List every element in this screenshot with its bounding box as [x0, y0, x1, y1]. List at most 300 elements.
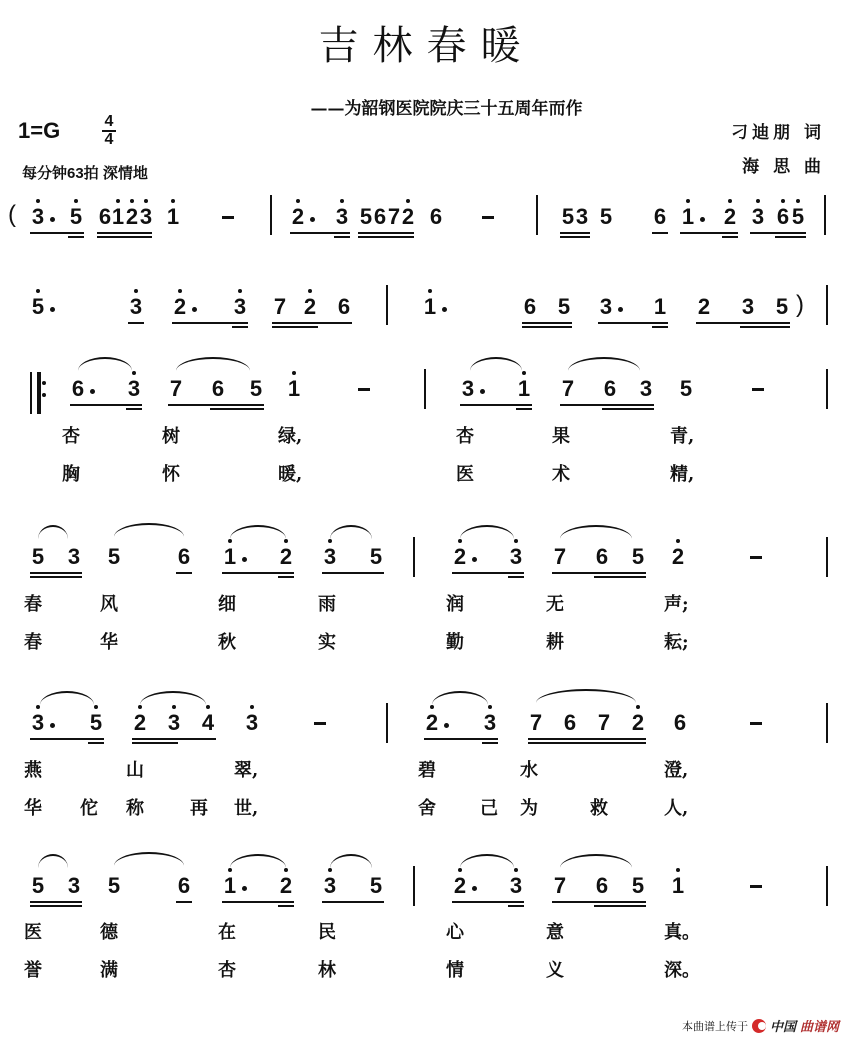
note: 6	[98, 204, 112, 229]
song-title: 吉林春暖	[318, 23, 535, 69]
underline-beam	[722, 236, 738, 238]
sustain-dash	[314, 722, 326, 725]
underline-beam	[460, 404, 532, 406]
lyric-syllable: 医	[24, 922, 42, 943]
note: 3	[30, 205, 46, 229]
high-octave-dot	[144, 199, 148, 203]
underline-beam	[88, 742, 104, 744]
note: 3	[482, 711, 498, 735]
note: 3	[750, 205, 766, 229]
lyric-syllable: 声;	[664, 594, 689, 615]
high-octave-dot	[756, 199, 760, 203]
lyric-syllable: 勤	[446, 632, 464, 653]
note: 2	[124, 205, 140, 229]
note: 5	[107, 544, 121, 569]
augmentation-dot	[192, 307, 197, 312]
slur	[536, 689, 636, 703]
underline-beam	[322, 572, 384, 574]
lyric-syllable: 满	[100, 960, 118, 981]
underline-beam	[128, 322, 144, 324]
note: 5	[369, 544, 383, 569]
lyric-syllable: 佗	[80, 798, 98, 819]
underline-beam	[528, 738, 646, 740]
underline-beam	[358, 232, 414, 234]
note: 1	[516, 377, 532, 401]
note: 6	[177, 544, 191, 569]
lyric-syllable: 术	[552, 464, 570, 485]
underline-beam	[516, 408, 532, 410]
lyric-syllable: 春	[24, 632, 42, 653]
high-octave-dot	[328, 868, 332, 872]
slur	[330, 525, 372, 539]
slur	[470, 357, 522, 371]
repeat-start-barline	[30, 372, 41, 414]
brand-name-part2: 曲谱网	[799, 1019, 839, 1034]
high-octave-dot	[686, 199, 690, 203]
lyric-syllable: 耘;	[664, 632, 689, 653]
lyric-syllable: 杏	[456, 426, 474, 447]
high-octave-dot	[292, 371, 296, 375]
note: 7	[387, 204, 401, 229]
note: 7	[273, 294, 287, 319]
underline-beam	[522, 322, 572, 324]
lyric-syllable: 誉	[24, 960, 42, 981]
lyric-syllable: 澄,	[664, 760, 689, 781]
lyric-syllable: 情	[446, 960, 464, 981]
time-sig-top: 4	[104, 113, 114, 130]
lyric-syllable: 杏	[218, 960, 236, 981]
high-octave-dot	[250, 705, 254, 709]
underline-beam	[322, 901, 384, 903]
high-octave-dot	[130, 199, 134, 203]
note: 6	[523, 294, 537, 319]
note: 7	[597, 710, 611, 735]
high-octave-dot	[340, 199, 344, 203]
bar-line	[826, 369, 828, 409]
underline-beam	[775, 236, 806, 238]
underline-beam	[560, 232, 590, 234]
underline-beam	[652, 232, 668, 234]
composer-credit: 海 思 曲	[742, 157, 825, 177]
note: 2	[278, 874, 294, 898]
note: 2	[452, 545, 468, 569]
high-octave-dot	[36, 705, 40, 709]
lyric-syllable: 风	[100, 594, 118, 615]
note: 6	[563, 710, 577, 735]
note: 6	[177, 873, 191, 898]
brand-name-part1: 中国	[769, 1019, 796, 1034]
underline-beam	[30, 901, 82, 903]
sustain-dash	[358, 388, 370, 391]
note: 2	[697, 294, 711, 319]
augmentation-dot	[50, 723, 55, 728]
augmentation-dot	[50, 217, 55, 222]
note: 3	[461, 376, 475, 401]
underline-beam	[176, 572, 192, 574]
note: 7	[561, 376, 575, 401]
note: 3	[639, 376, 653, 401]
note: 2	[424, 711, 440, 735]
underline-beam	[172, 322, 248, 324]
note: 5	[369, 873, 383, 898]
time-sig-bottom: 4	[104, 131, 114, 148]
lyric-syllable: 医	[456, 464, 474, 485]
note: 2	[670, 545, 686, 569]
note: 5	[31, 544, 45, 569]
underline-beam	[272, 326, 318, 328]
high-octave-dot	[116, 199, 120, 203]
lyric-syllable: 春	[24, 594, 42, 615]
high-octave-dot	[308, 289, 312, 293]
repeat-dot	[42, 381, 46, 385]
high-octave-dot	[206, 705, 210, 709]
underline-beam	[290, 232, 350, 234]
high-octave-dot	[781, 199, 785, 203]
note: 3	[138, 205, 154, 229]
note: 1	[110, 205, 126, 229]
underline-beam	[424, 738, 498, 740]
high-octave-dot	[430, 705, 434, 709]
bar-line	[386, 703, 388, 743]
note: 1	[286, 377, 302, 401]
lyric-syllable: 民	[318, 922, 336, 943]
lyricist-credit: 刁迪朋 词	[731, 123, 825, 143]
sustain-dash	[750, 722, 762, 725]
lyric-syllable: 己	[480, 798, 498, 819]
note: 6	[603, 376, 617, 401]
underline-beam	[176, 901, 192, 903]
high-octave-dot	[178, 289, 182, 293]
augmentation-dot	[480, 389, 485, 394]
upload-text: 本曲谱上传于	[681, 1020, 748, 1033]
augmentation-dot	[618, 307, 623, 312]
note: 6	[373, 204, 387, 229]
lyric-syllable: 翠,	[234, 760, 259, 781]
lyric-syllable: 世,	[234, 798, 259, 819]
high-octave-dot	[94, 705, 98, 709]
note: 1	[670, 874, 686, 898]
high-octave-dot	[36, 199, 40, 203]
note: 3	[334, 205, 350, 229]
underline-beam	[70, 404, 142, 406]
underline-beam	[508, 905, 524, 907]
high-octave-dot	[132, 371, 136, 375]
high-octave-dot	[488, 705, 492, 709]
note: 1	[165, 205, 181, 229]
note: 6	[595, 544, 609, 569]
upload-credit	[682, 1016, 839, 1035]
note: 3	[166, 711, 182, 735]
slur	[78, 357, 132, 371]
underline-beam	[594, 905, 646, 907]
bar-line	[826, 703, 828, 743]
high-octave-dot	[428, 289, 432, 293]
augmentation-dot	[472, 557, 477, 562]
lyric-syllable: 在	[218, 922, 236, 943]
lyric-syllable: 为	[520, 798, 538, 819]
note: 2	[722, 205, 738, 229]
note: 3	[244, 711, 260, 735]
note: 2	[400, 205, 416, 229]
tempo-marking: 每分钟63拍 深情地	[22, 165, 148, 182]
underline-beam	[560, 236, 590, 238]
bar-line	[824, 195, 826, 235]
note: 7	[529, 710, 543, 735]
underline-beam	[522, 326, 572, 328]
high-octave-dot	[284, 868, 288, 872]
bar-line	[413, 866, 415, 906]
note: 7	[169, 376, 183, 401]
lyric-syllable: 胸	[62, 464, 80, 485]
high-octave-dot	[36, 289, 40, 293]
lyric-syllable: 真。	[664, 922, 700, 943]
underline-beam	[132, 742, 178, 744]
note: 5	[679, 376, 693, 401]
bar-line	[826, 537, 828, 577]
underline-beam	[30, 738, 104, 740]
lyric-syllable: 杏	[62, 426, 80, 447]
high-octave-dot	[458, 539, 462, 543]
note: 5	[557, 294, 571, 319]
note: 5	[249, 376, 263, 401]
slur	[38, 525, 68, 539]
lyric-syllable: 碧	[418, 760, 436, 781]
underline-beam	[696, 322, 790, 324]
underline-beam	[30, 905, 82, 907]
note: 2	[452, 874, 468, 898]
bar-line	[536, 195, 538, 235]
sustain-dash	[482, 216, 494, 219]
note: 3	[67, 544, 81, 569]
high-octave-dot	[676, 868, 680, 872]
augmentation-dot	[444, 723, 449, 728]
slur	[114, 523, 184, 537]
lyric-syllable: 实	[318, 632, 336, 653]
underline-beam	[278, 576, 294, 578]
high-octave-dot	[138, 705, 142, 709]
lyric-syllable: 精,	[670, 464, 695, 485]
lyric-syllable: 意	[546, 922, 564, 943]
lyric-syllable: 果	[552, 426, 570, 447]
lyric-syllable: 青,	[670, 426, 695, 447]
note: 5	[359, 204, 373, 229]
slur	[460, 854, 514, 868]
lyric-syllable: 耕	[546, 632, 564, 653]
augmentation-dot	[90, 389, 95, 394]
lyric-syllable: 深。	[664, 960, 700, 981]
lyric-syllable: 绿,	[278, 426, 303, 447]
note: 5	[599, 204, 613, 229]
lyric-syllable: 秋	[218, 632, 236, 653]
high-octave-dot	[406, 199, 410, 203]
bar-line	[386, 285, 388, 325]
slur	[38, 854, 68, 868]
underline-beam	[232, 326, 248, 328]
lyric-syllable: 雨	[318, 594, 336, 615]
augmentation-dot	[442, 307, 447, 312]
lyric-syllable: 燕	[24, 760, 42, 781]
bar-line	[270, 195, 272, 235]
note: 3	[575, 204, 589, 229]
slur	[140, 691, 206, 705]
underline-beam	[528, 742, 646, 744]
slur	[114, 852, 184, 866]
underline-beam	[594, 576, 646, 578]
high-octave-dot	[522, 371, 526, 375]
underline-beam	[334, 236, 350, 238]
sustain-dash	[222, 216, 234, 219]
augmentation-dot	[310, 217, 315, 222]
note: 5	[68, 205, 84, 229]
note: 2	[172, 295, 188, 319]
note: 3	[128, 295, 144, 319]
underline-beam	[126, 408, 142, 410]
lyric-syllable: 水	[520, 760, 538, 781]
site-logo-icon	[752, 1019, 766, 1033]
note: 6	[653, 204, 667, 229]
note: 6	[429, 204, 443, 229]
underline-beam	[30, 576, 82, 578]
repeat-dot	[42, 393, 46, 397]
note: 3	[30, 711, 46, 735]
note: 3	[599, 294, 613, 319]
slur	[568, 357, 640, 371]
note: 5	[631, 873, 645, 898]
note: 3	[126, 377, 142, 401]
lyric-syllable: 细	[218, 594, 236, 615]
underline-beam	[222, 572, 294, 574]
note: 1	[222, 545, 238, 569]
slur	[460, 525, 514, 539]
underline-beam	[168, 404, 264, 406]
high-octave-dot	[74, 199, 78, 203]
high-octave-dot	[296, 199, 300, 203]
high-octave-dot	[238, 289, 242, 293]
note: 5	[31, 873, 45, 898]
subtitle: ——为韶钢医院院庆三十五周年而作	[310, 99, 583, 119]
lyric-syllable: 华	[100, 632, 118, 653]
lyric-syllable: 救	[590, 798, 608, 819]
note: 2	[630, 711, 646, 735]
underline-beam	[508, 576, 524, 578]
augmentation-dot	[700, 217, 705, 222]
underline-beam	[97, 232, 152, 234]
note: 5	[561, 204, 575, 229]
note: 6	[211, 376, 225, 401]
note: 5	[775, 294, 789, 319]
underline-beam	[552, 572, 646, 574]
bar-line	[826, 285, 828, 325]
underline-beam	[482, 742, 498, 744]
high-octave-dot	[284, 539, 288, 543]
underline-beam	[97, 236, 152, 238]
lyric-syllable: 再	[190, 798, 208, 819]
underline-beam	[740, 326, 790, 328]
high-octave-dot	[514, 539, 518, 543]
underline-beam	[602, 408, 654, 410]
high-octave-dot	[328, 539, 332, 543]
underline-beam	[358, 236, 414, 238]
underline-beam	[30, 572, 82, 574]
underline-beam	[272, 322, 352, 324]
lyric-syllable: 人,	[664, 798, 689, 819]
slur	[230, 854, 286, 868]
note: 1	[422, 295, 438, 319]
high-octave-dot	[134, 289, 138, 293]
high-octave-dot	[636, 705, 640, 709]
lyric-syllable: 树	[162, 426, 180, 447]
lyric-syllable: 心	[446, 922, 464, 943]
sustain-dash	[752, 388, 764, 391]
note: 7	[553, 544, 567, 569]
lyric-syllable: 德	[100, 922, 118, 943]
lyric-syllable: 华	[24, 798, 42, 819]
note: 3	[508, 874, 524, 898]
augmentation-dot	[50, 307, 55, 312]
lyric-syllable: 山	[126, 760, 144, 781]
note: 2	[278, 545, 294, 569]
high-octave-dot	[796, 199, 800, 203]
slur	[560, 525, 632, 539]
underline-beam	[210, 408, 264, 410]
underline-beam	[552, 901, 646, 903]
augmentation-dot	[242, 886, 247, 891]
sustain-dash	[750, 556, 762, 559]
slur	[176, 357, 250, 371]
note: 3	[322, 545, 338, 569]
bar-line	[424, 369, 426, 409]
high-octave-dot	[228, 539, 232, 543]
note: 6	[71, 376, 85, 401]
underline-beam	[222, 901, 294, 903]
note: 6	[673, 710, 687, 735]
underline-beam	[132, 738, 216, 740]
note: 3	[322, 874, 338, 898]
note: 3	[67, 873, 81, 898]
slur	[330, 854, 372, 868]
high-octave-dot	[728, 199, 732, 203]
underline-beam	[30, 232, 84, 234]
slur	[432, 691, 488, 705]
underline-beam	[68, 236, 84, 238]
note: 5	[790, 205, 806, 229]
lyric-syllable: 舍	[418, 798, 436, 819]
note: 6	[595, 873, 609, 898]
note: 6	[775, 205, 791, 229]
augmentation-dot	[242, 557, 247, 562]
note: 1	[653, 294, 667, 319]
time-signature	[100, 114, 118, 148]
underline-beam	[560, 404, 654, 406]
note: 2	[290, 205, 306, 229]
note: 1	[680, 205, 696, 229]
lyric-syllable: 润	[446, 594, 464, 615]
augmentation-dot	[472, 886, 477, 891]
note: 3	[741, 294, 755, 319]
sustain-dash	[750, 885, 762, 888]
note: 5	[107, 873, 121, 898]
underline-beam	[652, 326, 668, 328]
lyric-syllable: 林	[318, 960, 336, 981]
note: 5	[30, 295, 46, 319]
high-octave-dot	[172, 705, 176, 709]
note: 7	[553, 873, 567, 898]
note: 5	[631, 544, 645, 569]
underline-beam	[750, 232, 806, 234]
lyric-syllable: 义	[546, 960, 564, 981]
note: 5	[88, 711, 104, 735]
underline-beam	[680, 232, 738, 234]
